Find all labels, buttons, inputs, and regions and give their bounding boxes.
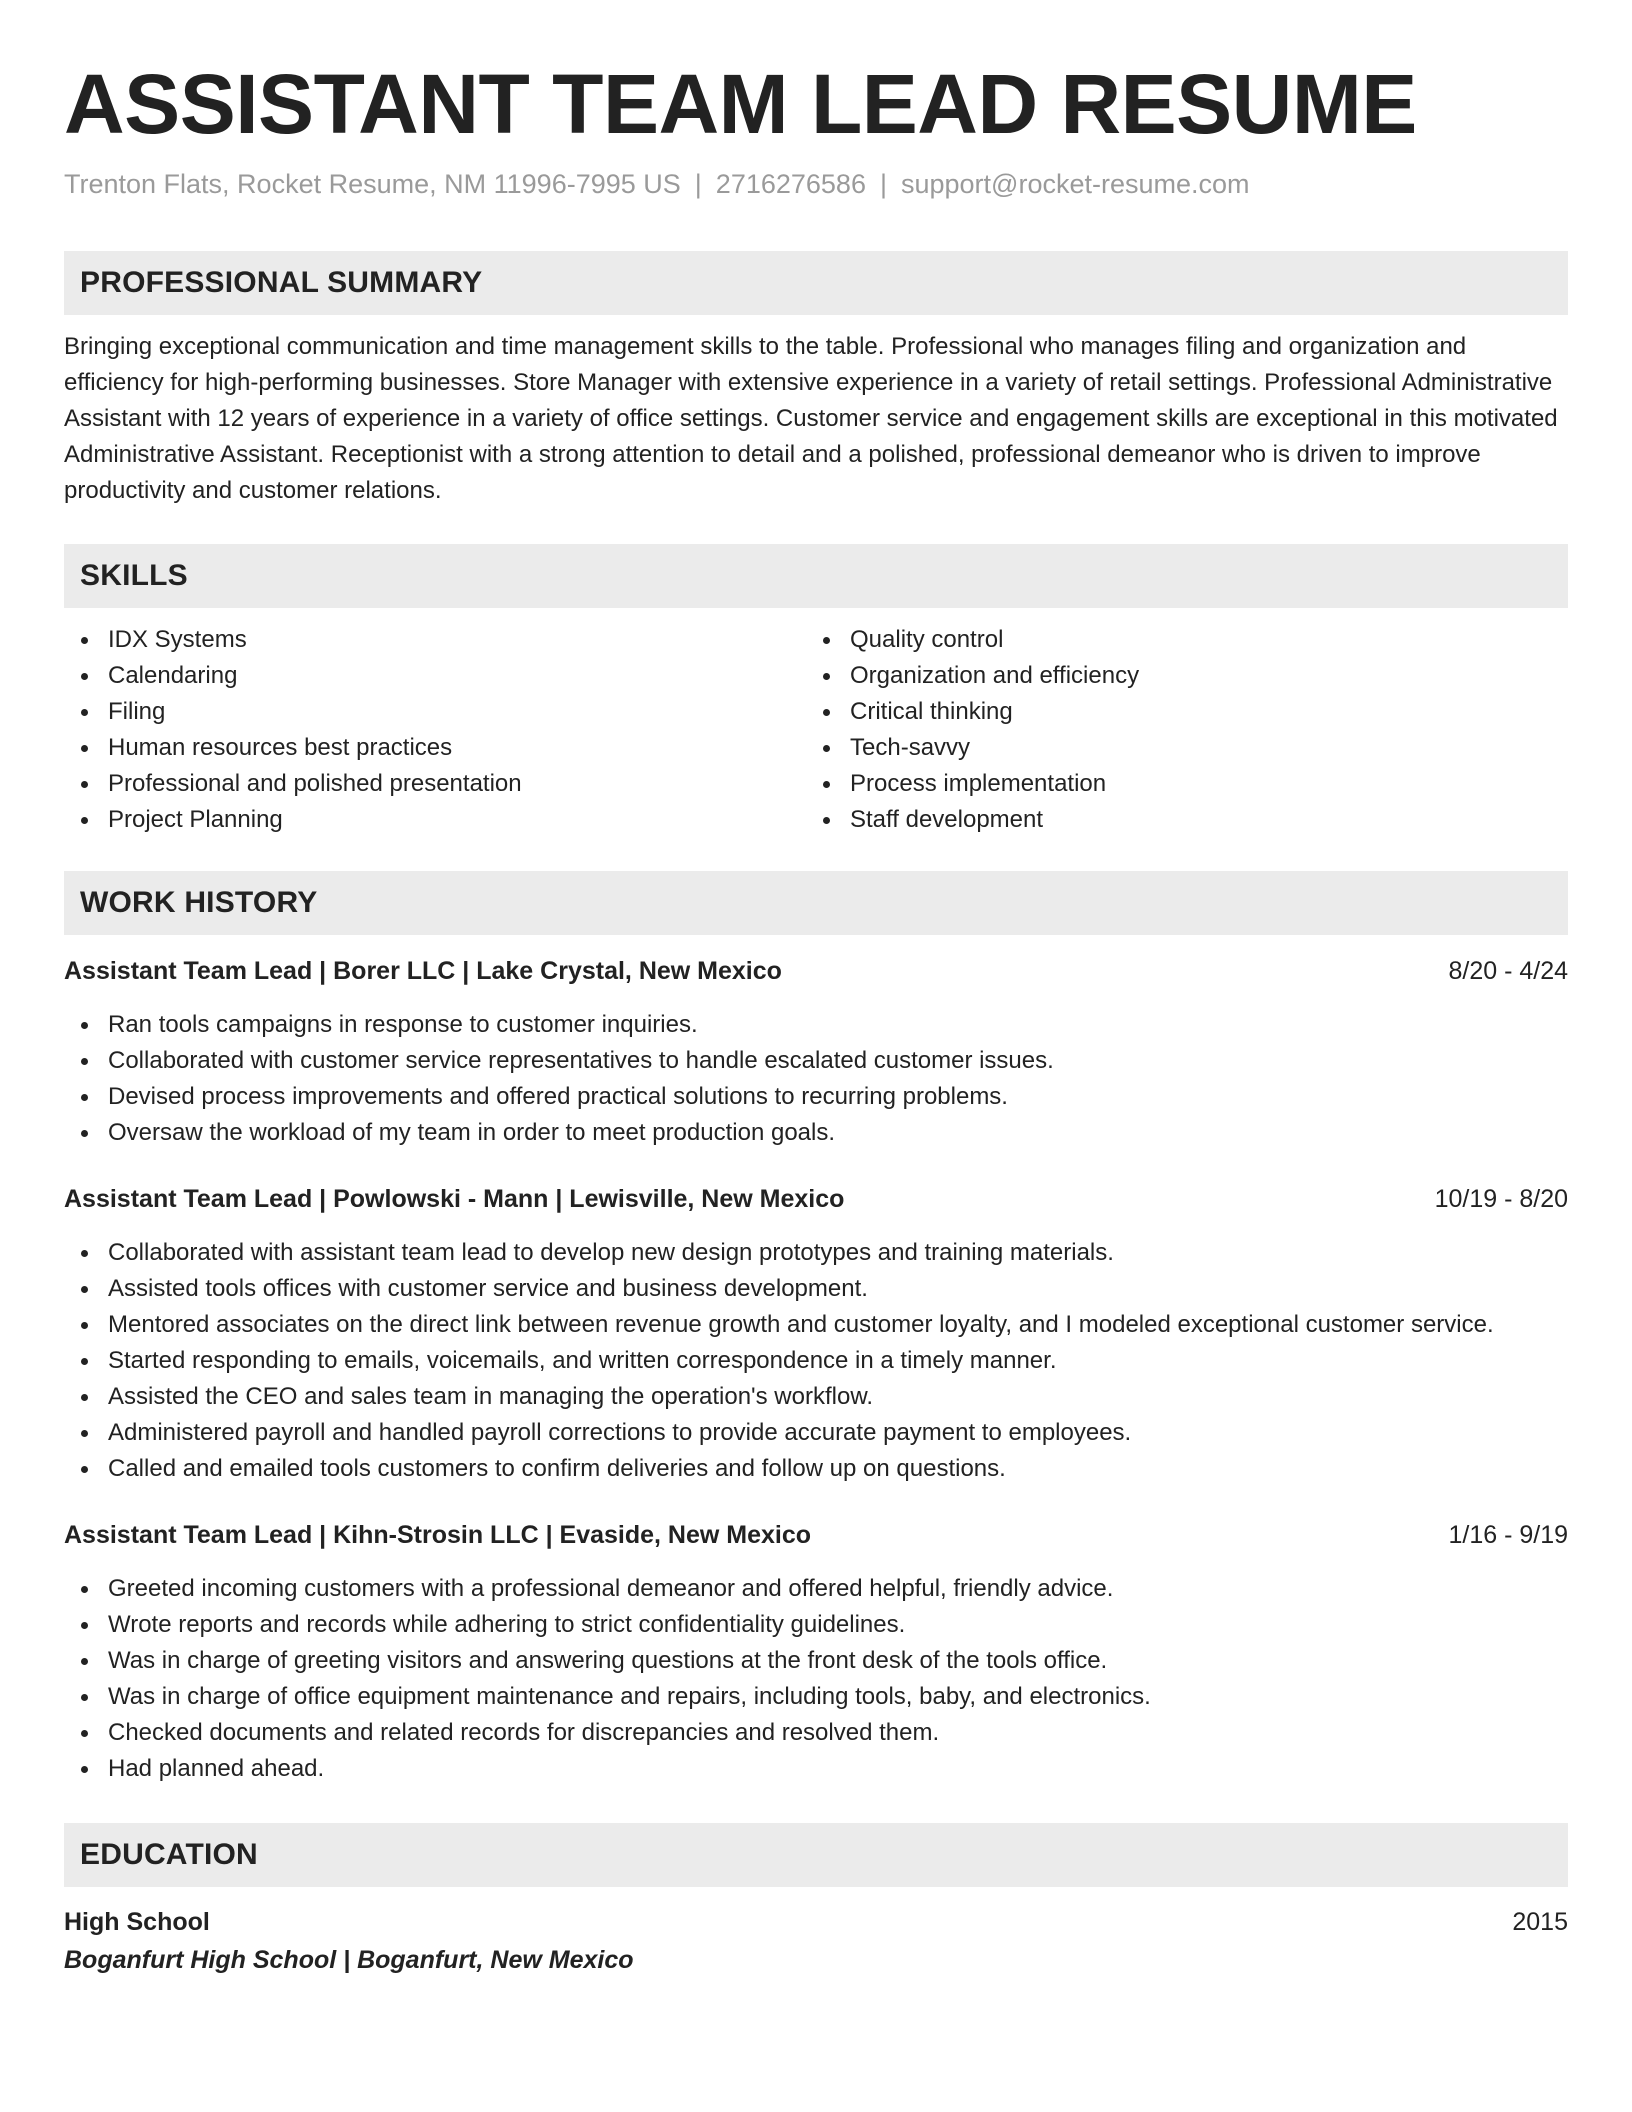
job-bullet: Wrote reports and records while adhering to strict confidentiality guidelines.	[64, 1607, 1568, 1643]
job-title: Assistant Team Lead | Borer LLC | Lake Crystal, New Mexico	[64, 957, 782, 985]
job-entry	[64, 953, 1568, 1151]
contact-separator: |	[879, 169, 887, 199]
job-entry	[64, 1181, 1568, 1487]
job-header	[64, 953, 1568, 989]
job-bullets	[64, 1571, 1568, 1787]
education-heading: EDUCATION	[64, 1823, 1568, 1887]
skill-item: IDX Systems	[64, 622, 806, 658]
contact-address: Trenton Flats, Rocket Resume, NM 11996-7995 US	[64, 169, 681, 199]
contact-phone: 2716276586	[715, 169, 866, 199]
job-dates: 1/16 - 9/19	[1448, 1521, 1568, 1549]
job-bullets	[64, 1235, 1568, 1487]
skill-item: Human resources best practices	[64, 730, 806, 766]
job-bullet: Called and emailed tools customers to confirm deliveries and follow up on questions.	[64, 1451, 1568, 1487]
skill-item: Professional and polished presentation	[64, 766, 806, 802]
job-bullet: Was in charge of greeting visitors and answering questions at the front desk of the tools office.	[64, 1643, 1568, 1679]
work-history-heading: WORK HISTORY	[64, 871, 1568, 935]
education-section	[64, 1823, 1568, 1979]
job-bullet: Assisted tools offices with customer service and business development.	[64, 1271, 1568, 1307]
summary-section	[64, 251, 1568, 509]
job-bullet: Was in charge of office equipment maintenance and repairs, including tools, baby, and electronics.	[64, 1679, 1568, 1715]
job-dates: 10/19 - 8/20	[1434, 1185, 1568, 1213]
job-bullet: Checked documents and related records for discrepancies and resolved them.	[64, 1715, 1568, 1751]
skills-column-left	[64, 622, 806, 838]
skill-item: Organization and efficiency	[806, 658, 1548, 694]
skill-item: Process implementation	[806, 766, 1548, 802]
summary-heading: PROFESSIONAL SUMMARY	[64, 251, 1568, 315]
skill-item: Critical thinking	[806, 694, 1548, 730]
job-title: Assistant Team Lead | Powlowski - Mann | Lewisville, New Mexico	[64, 1185, 845, 1213]
skills-list-left	[64, 622, 806, 838]
skill-item: Tech-savvy	[806, 730, 1548, 766]
summary-text: Bringing exceptional communication and time management skills to the table. Professional who manages filing and organization and efficiency for high-performing businesses. Store Manager with extensive experience in a variety of retail settings. Professional Administrative Assistant with 12 years of experience in a variety of office settings. Customer service and engagement skills are exceptional in this motivated Administrative Assistant. Receptionist with a strong attention to detail and a polished, professional demeanor who is driven to improve productivity and customer relations.	[64, 333, 1558, 504]
contact-line	[64, 166, 1250, 202]
job-bullet: Assisted the CEO and sales team in managing the operation's workflow.	[64, 1379, 1568, 1415]
job-bullet: Had planned ahead.	[64, 1751, 1568, 1787]
job-bullet: Administered payroll and handled payroll corrections to provide accurate payment to employees.	[64, 1415, 1568, 1451]
skills-column-right	[806, 622, 1548, 838]
job-bullets	[64, 1007, 1568, 1151]
education-school: Boganfurt High School | Boganfurt, New Mexico	[64, 1946, 634, 1974]
skill-item: Quality control	[806, 622, 1548, 658]
job-bullet: Oversaw the workload of my team in order to meet production goals.	[64, 1115, 1568, 1151]
job-dates: 8/20 - 4/24	[1448, 957, 1568, 985]
job-header	[64, 1181, 1568, 1217]
contact-separator: |	[694, 169, 702, 199]
skill-item: Staff development	[806, 802, 1548, 838]
resume-title: ASSISTANT TEAM LEAD RESUME	[64, 57, 1417, 151]
work-history-section	[64, 871, 1568, 1787]
skills-list-right	[806, 622, 1548, 838]
skills-grid	[64, 622, 1568, 838]
education-row	[64, 1903, 1568, 1941]
job-bullet: Collaborated with customer service representatives to handle escalated customer issues.	[64, 1043, 1568, 1079]
skill-item: Project Planning	[64, 802, 806, 838]
skill-item: Filing	[64, 694, 806, 730]
job-entry	[64, 1517, 1568, 1787]
job-bullet: Devised process improvements and offered practical solutions to recurring problems.	[64, 1079, 1568, 1115]
skill-item: Calendaring	[64, 658, 806, 694]
skills-heading: SKILLS	[64, 544, 1568, 608]
job-list	[64, 953, 1568, 1787]
education-degree: High School	[64, 1908, 210, 1936]
job-bullet: Collaborated with assistant team lead to develop new design prototypes and training materials.	[64, 1235, 1568, 1271]
job-bullet: Greeted incoming customers with a professional demeanor and offered helpful, friendly advice.	[64, 1571, 1568, 1607]
contact-email: support@rocket-resume.com	[900, 169, 1250, 199]
job-title: Assistant Team Lead | Kihn-Strosin LLC | Evaside, New Mexico	[64, 1521, 812, 1549]
job-header	[64, 1517, 1568, 1553]
job-bullet: Ran tools campaigns in response to customer inquiries.	[64, 1007, 1568, 1043]
education-year: 2015	[1512, 1908, 1568, 1936]
job-bullet: Started responding to emails, voicemails, and written correspondence in a timely manner.	[64, 1343, 1568, 1379]
job-bullet: Mentored associates on the direct link between revenue growth and customer loyalty, and I modeled exceptional customer service.	[64, 1307, 1568, 1343]
skills-section	[64, 544, 1568, 838]
